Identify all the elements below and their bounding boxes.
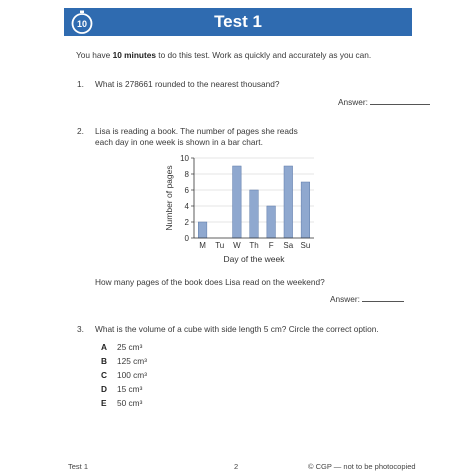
- chart-y-ticks: [180, 154, 194, 243]
- option-b-value: 125 cm³: [117, 356, 147, 366]
- intro-before: You have: [76, 50, 113, 60]
- question-1-number: 1.: [77, 79, 84, 89]
- option-b-letter: B: [101, 356, 107, 366]
- option-d[interactable]: [101, 384, 142, 395]
- x-tick-label: Sa: [283, 241, 294, 250]
- y-tick-label: 0: [184, 234, 189, 243]
- x-tick-label: Tu: [215, 241, 225, 250]
- y-tick-label: 8: [184, 170, 189, 179]
- page-title: Test 1: [214, 12, 262, 31]
- option-c-value: 100 cm³: [117, 370, 147, 380]
- chart-y-axis-label: Number of pages: [164, 165, 174, 231]
- chart-x-ticks: [199, 241, 310, 250]
- option-a-letter: A: [101, 342, 107, 352]
- y-tick-label: 10: [180, 154, 189, 163]
- question-3-text: What is the volume of a cube with side length 5 cm? Circle the correct option.: [95, 324, 379, 334]
- option-a-value: 25 cm³: [117, 342, 143, 352]
- option-a[interactable]: [101, 342, 142, 353]
- option-c-letter: C: [101, 370, 107, 380]
- question-3-number: 3.: [77, 324, 84, 334]
- y-tick-label: 6: [184, 186, 189, 195]
- question-1-answer-line[interactable]: [370, 97, 430, 105]
- footer-test-name: Test 1: [68, 462, 89, 471]
- question-2-answer-label: Answer:: [330, 294, 360, 304]
- question-1-answer: [338, 97, 430, 108]
- bar-th: [250, 190, 259, 238]
- question-2-number: 2.: [77, 126, 84, 136]
- option-b[interactable]: [101, 356, 147, 367]
- pages-bar-chart: [160, 150, 320, 270]
- option-d-letter: D: [101, 384, 107, 394]
- x-tick-label: Th: [249, 241, 259, 250]
- x-tick-label: Su: [300, 241, 311, 250]
- bar-w: [233, 166, 242, 238]
- question-1-answer-label: Answer:: [338, 97, 368, 107]
- footer-page-number: 2: [234, 462, 239, 471]
- option-d-value: 15 cm³: [117, 384, 143, 394]
- chart-bars: [198, 166, 309, 238]
- y-tick-label: 2: [184, 218, 189, 227]
- option-e[interactable]: [101, 398, 142, 409]
- chart-x-axis-label: Day of the week: [223, 254, 285, 264]
- timer-label: 10: [76, 18, 88, 29]
- bar-sa: [284, 166, 293, 238]
- footer-copyright: © CGP — not to be photocopied: [308, 462, 416, 471]
- x-tick-label: M: [199, 241, 206, 250]
- question-2-text-line-1: Lisa is reading a book. The number of pages she reads: [95, 126, 298, 136]
- option-c[interactable]: [101, 370, 147, 381]
- intro-text: [76, 50, 371, 61]
- question-2-text-line-2: each day in one week is shown in a bar chart.: [95, 137, 263, 147]
- test-header-bar: [64, 8, 412, 36]
- question-2-answer: [330, 294, 404, 305]
- question-2-answer-line[interactable]: [362, 294, 404, 302]
- x-tick-label: W: [233, 241, 241, 250]
- y-tick-label: 4: [184, 202, 189, 211]
- bar-su: [301, 182, 310, 238]
- intro-time-limit: 10 minutes: [112, 50, 156, 60]
- bar-f: [267, 206, 276, 238]
- question-2-prompt: How many pages of the book does Lisa read on the weekend?: [95, 277, 325, 287]
- option-e-letter: E: [101, 398, 107, 408]
- question-1-text: What is 278661 rounded to the nearest thousand?: [95, 79, 280, 89]
- x-tick-label: F: [268, 241, 274, 250]
- option-e-value: 50 cm³: [117, 398, 143, 408]
- intro-after: to do this test. Work as quickly and accurately as you can.: [155, 50, 372, 60]
- bar-m: [198, 222, 207, 238]
